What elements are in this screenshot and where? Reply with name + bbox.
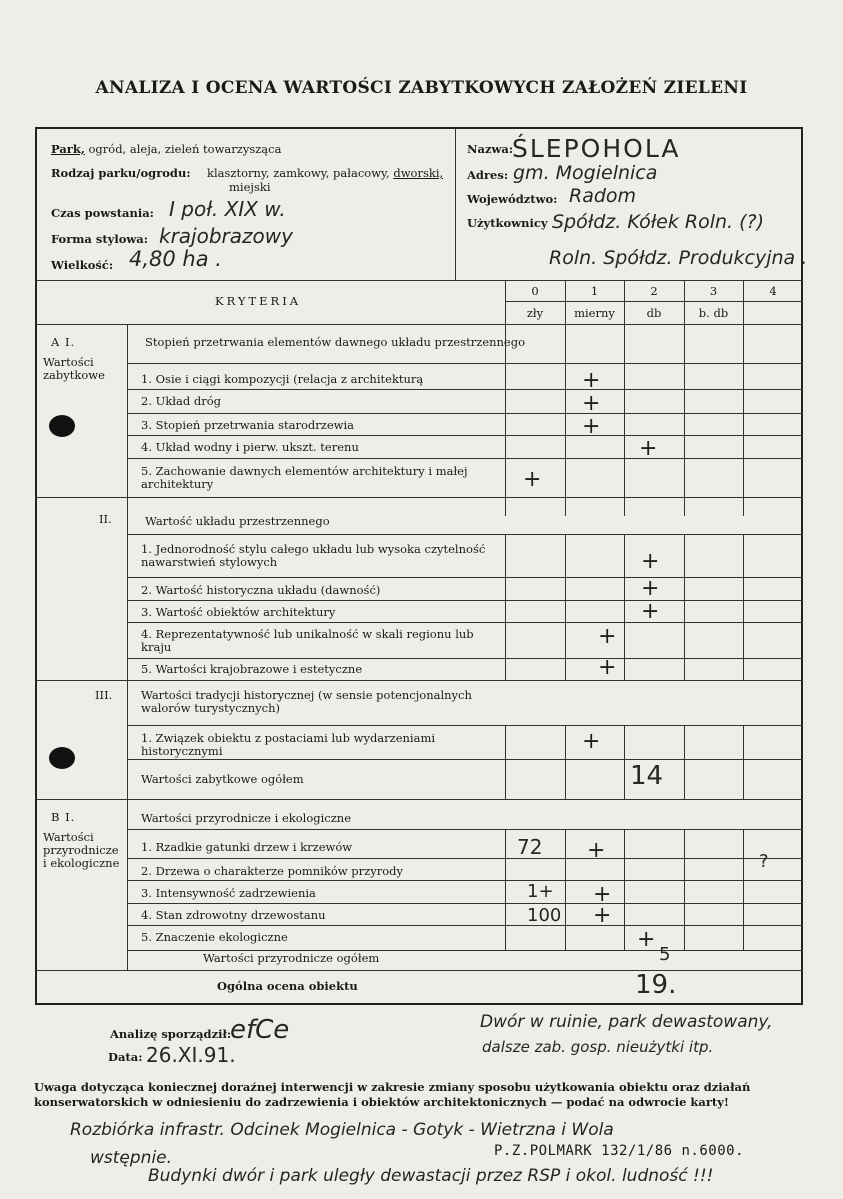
object-type-line (51, 143, 281, 156)
group1-title: Stopień przetrwania elementów dawnego układu przestrzennego (145, 335, 526, 349)
row-b-5: 5. Znaczenie ekologiczne (141, 930, 288, 944)
mark-b-4: + (593, 903, 612, 928)
section-a-label: Wartości zabytkowe (43, 355, 105, 382)
mark-a2-3: + (641, 599, 660, 624)
mark-b-2: ? (759, 851, 769, 872)
row-a1-4: 4. Układ wodny i pierw. ukszt. terenu (141, 440, 359, 454)
wielkosc-value: 4,80 ha . (129, 247, 222, 271)
row-a1-2: 2. Układ dróg (141, 394, 222, 408)
group3-title: Wartości tradycji historycznej (w sensie potencjonalnych walorów turystycznych) (141, 688, 472, 715)
uzytkownicy-value-1: Spółdz. Kółek Roln. (?) (552, 211, 765, 233)
row-a2-1: 1. Jednorodność stylu całego układu lub wysoka czytelność nawarstwień stylowych (141, 542, 486, 569)
row-a2-2: 2. Wartość historyczna układu (dawność) (141, 583, 381, 597)
data-label: Data: (108, 1050, 143, 1064)
nazwa-value: ŚLEPOHOLA (512, 134, 681, 163)
section-b-label: Wartości przyrodnicze i ekologiczne (43, 830, 120, 870)
row-a1-3: 3. Stopień przetrwania starodrzewia (141, 418, 354, 432)
mark-a1-1: + (582, 368, 601, 393)
data-value: 26.XI.91. (146, 1043, 236, 1067)
row-b-2: 2. Drzewa o charakterze pomników przyrody (141, 864, 403, 878)
rodzaj-label: Rodzaj parku/ogrodu: (51, 166, 191, 180)
row-a2-4: 4. Reprezentatywność lub unikalność w skali regionu lub kraju (141, 627, 474, 654)
header-divider (455, 129, 456, 280)
row-b-4: 4. Stan zdrowotny drzewostanu (141, 908, 326, 922)
rodzaj-options-2: miejski (229, 180, 271, 194)
scale-1-num: 1 (590, 284, 599, 298)
mark-b-5: + (637, 927, 656, 952)
scale-2-num: 2 (650, 284, 658, 298)
czas-value: I poł. XIX w. (169, 197, 286, 221)
mark-a1-3: + (582, 414, 601, 439)
overall-label: Ogólna ocena obiektu (217, 979, 358, 993)
scale-3-num: 3 (709, 284, 718, 298)
wojewodztwo-label: Województwo: (467, 192, 558, 206)
scale-1-word: mierny (574, 306, 615, 320)
group-b-title: Wartości przyrodnicze i ekologiczne (141, 811, 352, 825)
note-b-1: 72 (517, 835, 543, 859)
printer-mark: P.Z.POLMARK 132/1/86 n.6000. (494, 1143, 745, 1159)
section-b-code: B I. (51, 810, 76, 824)
remark-line-1: Dwór w ruinie, park dewastowany, (480, 1012, 773, 1032)
scale-0-word: zły (526, 306, 544, 320)
total-b-label: Wartości przyrodnicze ogółem (203, 951, 380, 965)
czas-label: Czas powstania: (51, 206, 154, 220)
uwaga-note: Uwaga dotycząca koniecznej doraźnej interwencji w zakresie zmiany sposobu użytkowania obiektu oraz działań konserwatorskich w odniesieniu do zadrzewienia i obiektów architektonicznych — podać na odwrocie karty! (34, 1080, 751, 1109)
mark-a3-1: + (582, 729, 601, 754)
adres-label: Adres: (467, 168, 509, 182)
rodzaj-selected: dworski, (393, 166, 444, 180)
overall-value: 19. (635, 970, 677, 1000)
group2-title: Wartość układu przestrzennego (145, 514, 330, 528)
note-b-4: 100 (527, 905, 562, 926)
remark-line-2: dalsze zab. gosp. nieużytki itp. (482, 1038, 714, 1056)
mark-b-1: + (587, 838, 606, 863)
mark-b-3: + (593, 882, 612, 907)
punch-hole-mark-2 (49, 747, 75, 769)
forma-label: Forma stylowa: (51, 232, 148, 246)
row-a3-1: 1. Związek obiektu z postaciami lub wydarzeniami historycznymi (141, 731, 436, 758)
type-park: Park, (51, 142, 85, 156)
rodzaj-options (207, 167, 443, 180)
mark-a2-1: + (641, 549, 660, 574)
row-a2-5: 5. Wartości krajobrazowe i estetyczne (141, 662, 363, 676)
mark-a1-4: + (639, 436, 658, 461)
mark-a2-2: + (641, 576, 660, 601)
scale-3-word: b. db (698, 306, 729, 320)
section-a-code: A I. (51, 335, 76, 349)
scale-0-num: 0 (531, 284, 539, 298)
wojewodztwo-value: Radom (569, 185, 637, 207)
assessment-table (35, 127, 808, 1005)
note-b-3: 1+ (527, 881, 554, 902)
mark-a1-2: + (582, 391, 601, 416)
scale-4-num: 4 (769, 284, 777, 298)
total-a-label: Wartości zabytkowe ogółem (141, 772, 304, 786)
handwritten-line-1: Rozbiórka infrastr. Odcinek Mogielnica - Gotyk - Wietrzna i Wola (70, 1120, 614, 1140)
group2-code: II. (99, 512, 112, 526)
type-rest: ogród, aleja, zieleń towarzysząca (88, 142, 282, 156)
total-b-value: 5 (659, 944, 671, 965)
row-a1-1: 1. Osie i ciągi kompozycji (relacja z architekturą (141, 372, 424, 386)
punch-hole-mark (49, 415, 75, 437)
row-a2-3: 3. Wartość obiektów architektury (141, 605, 336, 619)
total-a-value: 14 (630, 761, 664, 791)
criteria-header: KRYTERIA (215, 294, 302, 308)
scale-2-word: db (646, 306, 662, 320)
rodzaj-options-text: klasztorny, zamkowy, pałacowy, (207, 166, 390, 180)
uzytkownicy-value-2: Roln. Spółdz. Produkcyjna . (549, 247, 808, 269)
mark-a2-4: + (598, 624, 617, 649)
wielkosc-label: Wielkość: (51, 258, 114, 272)
forma-value: krajobrazowy (159, 224, 293, 248)
uzytkownicy-label: Użytkownicy (467, 216, 548, 230)
row-b-1: 1. Rzadkie gatunki drzew i krzewów (141, 840, 353, 854)
handwritten-line-2: wstępnie. (90, 1148, 173, 1168)
mark-a2-5: + (598, 655, 617, 680)
nazwa-label: Nazwa: (467, 142, 514, 156)
group3-code: III. (95, 688, 113, 702)
adres-value: gm. Mogielnica (513, 162, 658, 184)
analiza-label: Analizę sporządził: (110, 1027, 232, 1041)
row-a1-5: 5. Zachowanie dawnych elementów architektury i małej architektury (141, 464, 468, 491)
mark-a1-5: + (523, 467, 542, 492)
row-b-3: 3. Intensywność zadrzewienia (141, 886, 316, 900)
handwritten-line-3: Budynki dwór i park uległy dewastacji przez RSP i okol. ludność !!! (148, 1166, 714, 1186)
document-title: ANALIZA I OCENA WARTOŚCI ZABYTKOWYCH ZAŁOŻEŃ ZIELENI (95, 78, 748, 98)
signature: efCe (230, 1015, 290, 1045)
